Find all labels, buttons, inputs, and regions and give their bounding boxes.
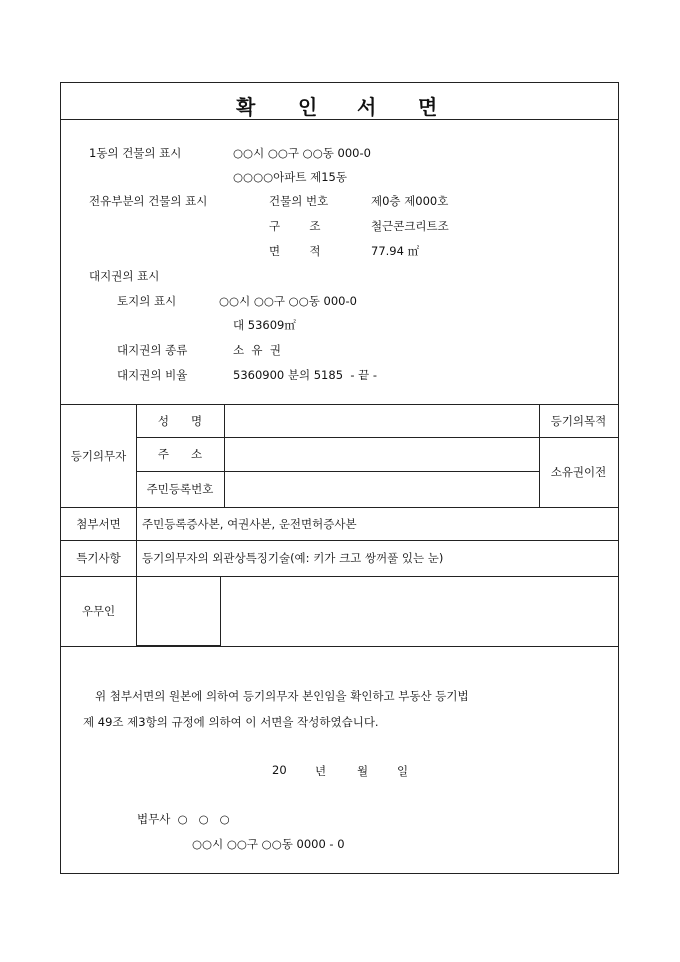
statement-line-2: 제 49조 제3항의 규정에 의하여 이 서면을 작성하였습니다. [83, 715, 379, 729]
registration-purpose-label: 등기의목적 [550, 413, 607, 428]
unit-structure-value: 철근콘크리트조 [371, 219, 449, 233]
land-label: 토지의 표시 [117, 294, 177, 308]
date-year: 20 [272, 763, 287, 777]
unit-number-value: 제0층 제000호 [371, 194, 449, 208]
unit-label: 전유부분의 건물의 표시 [89, 194, 208, 208]
obligor-name-label: 성 명 [157, 413, 203, 428]
building-label: 1동의 건물의 표시 [89, 146, 182, 160]
land-right-label: 대지권의 표시 [89, 269, 160, 283]
obligor-id-value [224, 471, 539, 507]
land-address: ○○시 ○○구 ○○동 000-0 [219, 294, 357, 308]
thumbprint-divider-2 [220, 576, 221, 646]
date-day-unit: 일 [397, 764, 409, 778]
unit-area-label: 면 적 [269, 244, 321, 258]
document-title: 확 인 서 면 [236, 95, 438, 119]
date-year-unit: 년 [315, 764, 327, 778]
statement-line-1: 위 첨부서면의 원본에 의하여 등기의무자 본인임을 확인하고 부동산 등기법 [95, 689, 469, 703]
land-right-ratio-label: 대지권의 비율 [117, 368, 188, 382]
obligor-id-label: 주민등록번호 [146, 482, 214, 496]
title-divider [61, 119, 618, 120]
unit-area-value: 77.94 ㎡ [371, 244, 420, 258]
lawyer-title: 법무사 ○ ○ ○ [137, 812, 230, 826]
land-right-type-label: 대지권의 종류 [117, 343, 188, 357]
registration-purpose-value: 소유권이전 [550, 465, 607, 479]
unit-number-label: 건물의 번호 [269, 194, 329, 208]
special-label: 특기사항 [76, 551, 121, 565]
date-month-unit: 월 [357, 764, 369, 778]
lawyer-address: ○○시 ○○구 ○○동 0000 - 0 [192, 837, 345, 851]
land-right-type-value: 소 유 권 [233, 343, 281, 357]
land-right-ratio-value: 5360900 분의 5185 - 끝 - [233, 368, 378, 382]
thumbprint-label: 우무인 [81, 603, 116, 618]
obligor-section-label: 등기의무자 [70, 448, 127, 463]
confirmation-document-frame [60, 82, 619, 874]
land-area: 대 53609㎡ [233, 318, 296, 332]
obligor-name-value [224, 404, 539, 437]
unit-structure-label: 구 조 [269, 219, 321, 233]
building-address: ○○시 ○○구 ○○동 000-0 [233, 146, 371, 160]
building-name: ○○○○아파트 제15동 [233, 170, 347, 184]
obligor-address-label: 주 소 [157, 447, 203, 461]
attachment-value: 주민등록증사본, 여권사본, 운전면허증사본 [142, 516, 357, 531]
statement-top-border [61, 646, 618, 647]
attachment-label: 첨부서면 [76, 516, 121, 531]
thumbprint-box [136, 576, 220, 645]
special-value: 등기의무자의 외관상특징기술(예: 키가 크고 쌍꺼풀 있는 눈) [142, 551, 444, 565]
obligor-address-value [224, 437, 539, 471]
